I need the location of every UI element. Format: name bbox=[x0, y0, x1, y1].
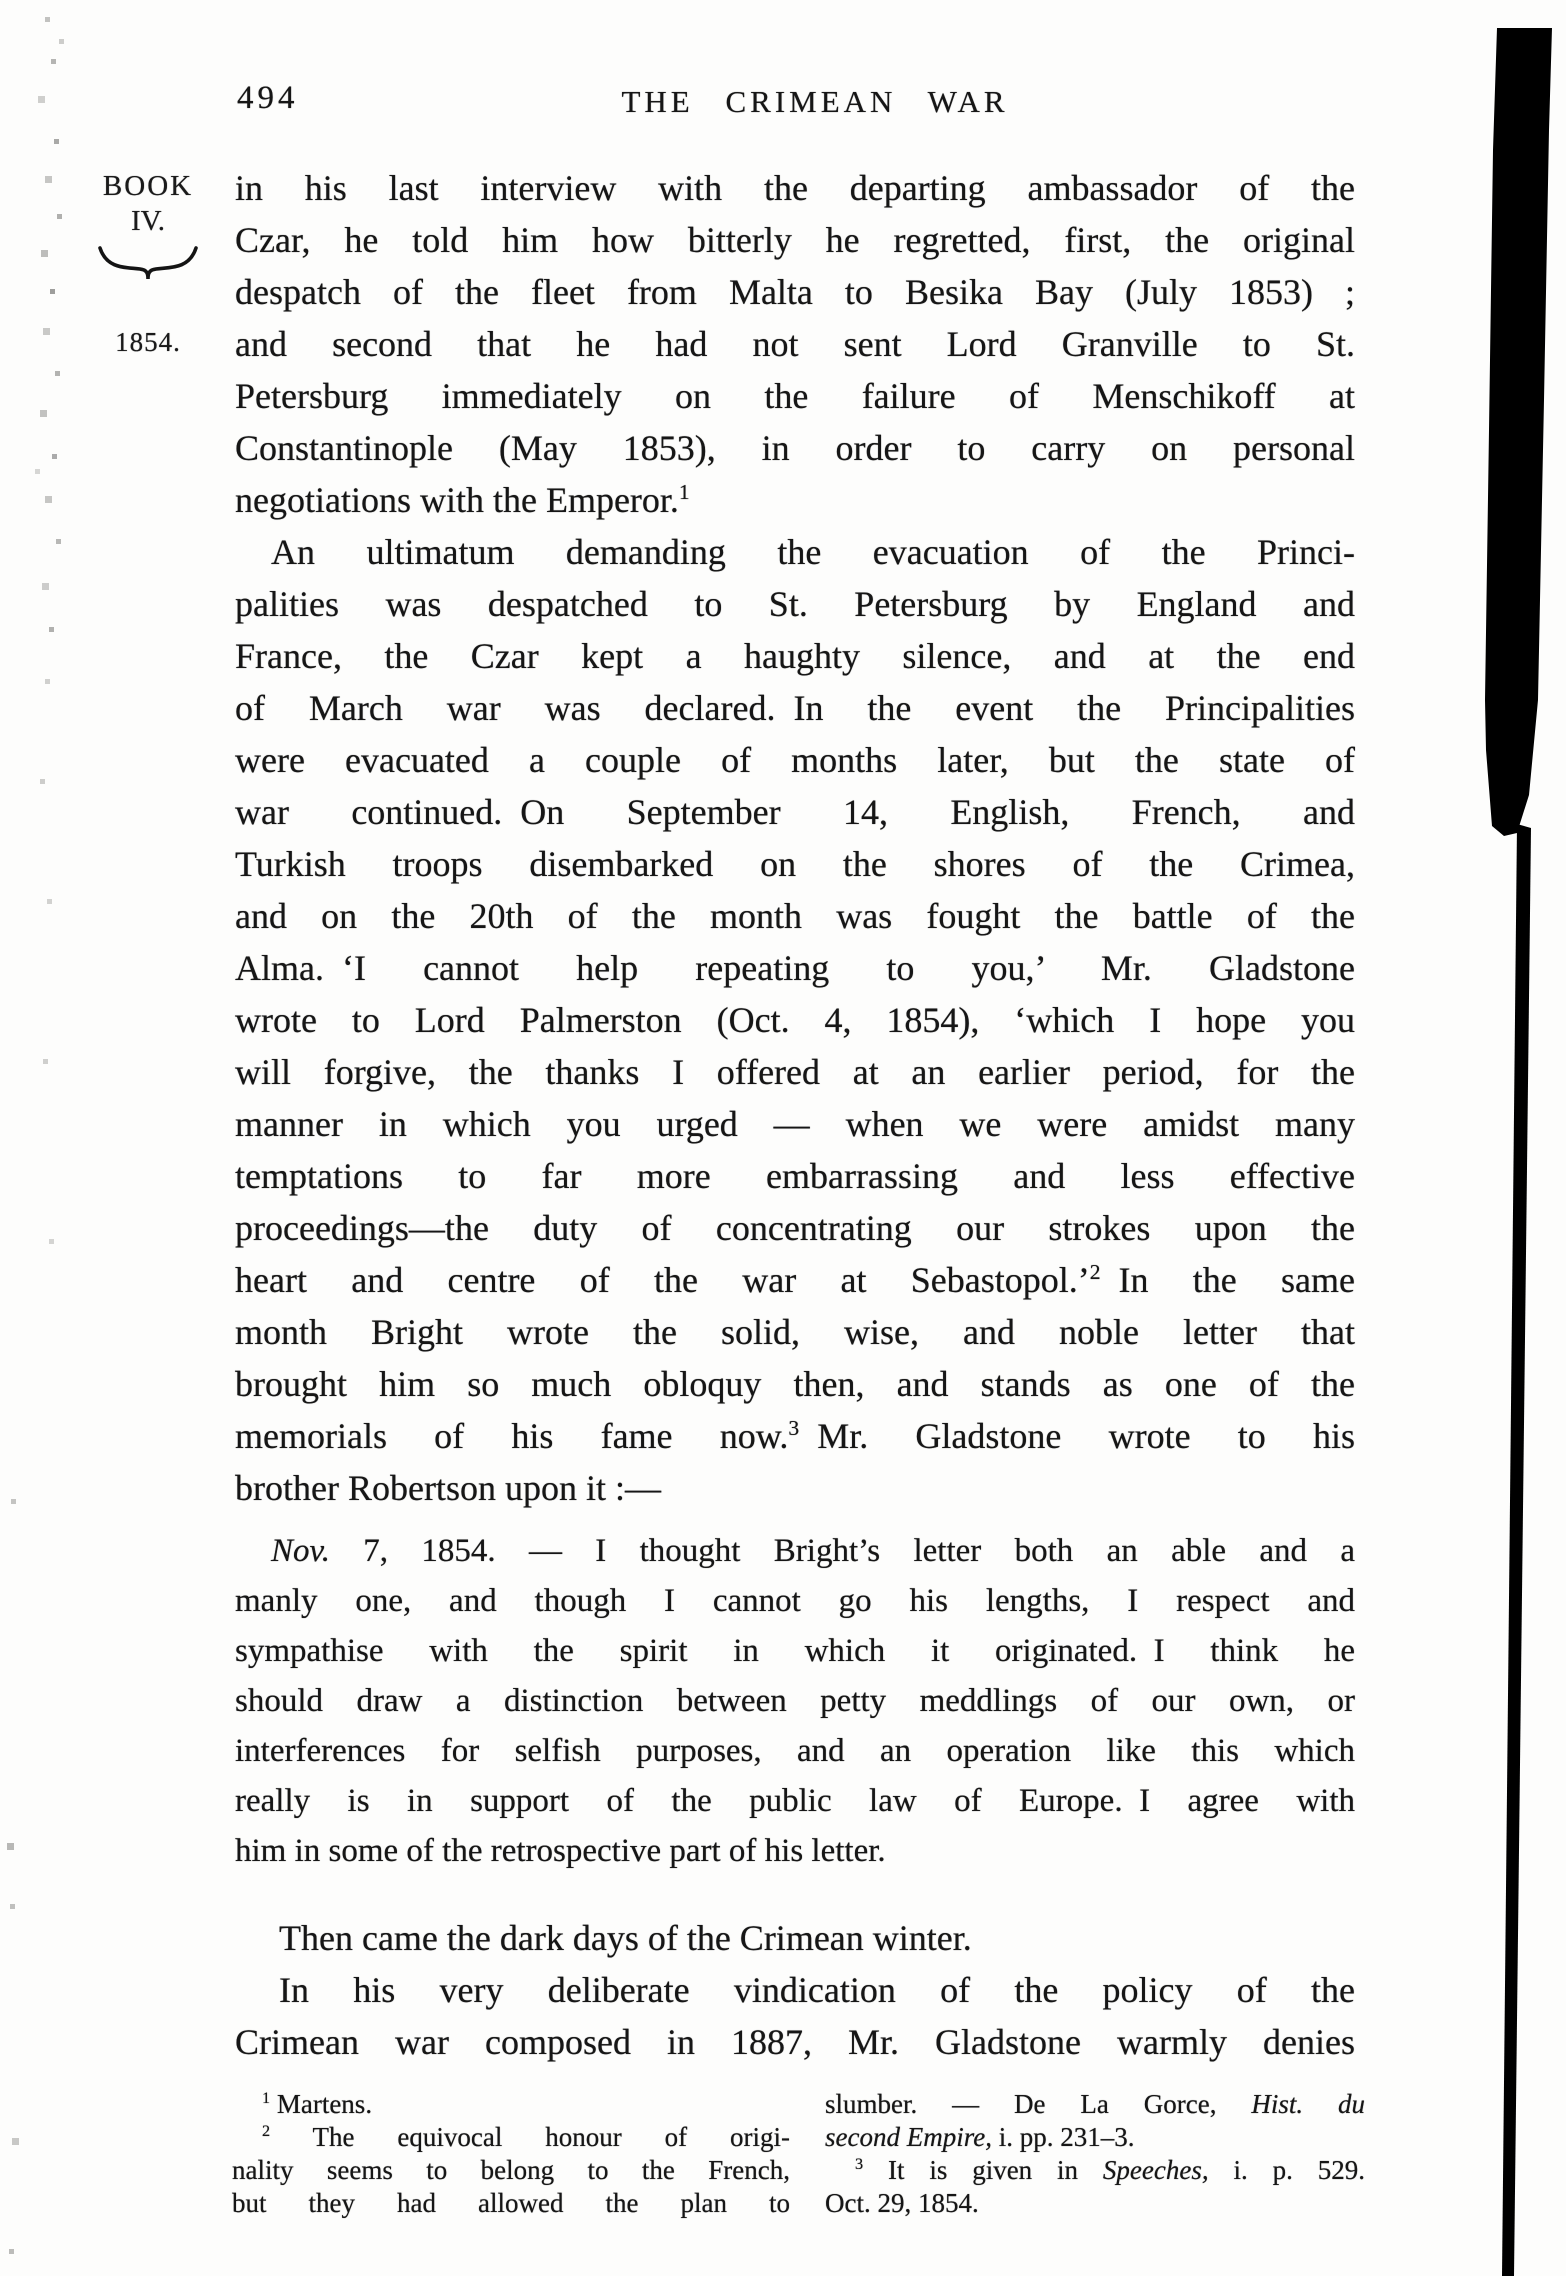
text-segment: Constantinople (May 1853), in order to carry on personal bbox=[235, 428, 1355, 468]
text-segment: 7, 1854. — I thought Bright’s letter both an able and a bbox=[329, 1533, 1355, 1569]
text-line bbox=[235, 1046, 1355, 1098]
footnote-column-right bbox=[825, 2088, 1365, 2220]
margin-note bbox=[92, 170, 204, 358]
text-line bbox=[825, 2154, 1365, 2187]
text-segment: month Bright wrote the solid, wise, and noble letter that bbox=[235, 1312, 1355, 1352]
text-line bbox=[235, 578, 1355, 630]
text-segment: brought him so much obloquy then, and stands as one of the bbox=[235, 1364, 1355, 1404]
margin-book-label: BOOK bbox=[102, 170, 194, 202]
text-segment: of March war was declared. In the event the Principalities bbox=[235, 688, 1355, 728]
letter-extract bbox=[235, 1526, 1355, 1876]
text-segment: will forgive, the thanks I offered at an earlier period, for the bbox=[235, 1052, 1355, 1092]
text-segment: and second that he had not sent Lord Granville to St. bbox=[235, 324, 1355, 364]
text-line bbox=[235, 162, 1355, 214]
text-segment: brother Robertson upon it :— bbox=[235, 1468, 661, 1508]
text-segment: Alma. ‘I cannot help repeating to you,’ Mr. Gladstone bbox=[235, 948, 1355, 988]
text-line bbox=[232, 2088, 790, 2121]
text-line bbox=[235, 1776, 1355, 1826]
text-segment: interferences for selfish purposes, and an operation like this which bbox=[235, 1733, 1355, 1769]
text-line bbox=[232, 2154, 790, 2187]
footnote-marker: 3 bbox=[855, 2155, 864, 2173]
text-line bbox=[235, 1202, 1355, 1254]
text-segment: Oct. 29, 1854. bbox=[825, 2188, 979, 2218]
text-line bbox=[232, 2121, 790, 2154]
text-segment: memorials of his fame now. bbox=[235, 1416, 789, 1456]
text-segment: and on the 20th of the month was fought the battle of the bbox=[235, 896, 1355, 936]
text-line bbox=[235, 838, 1355, 890]
text-line bbox=[235, 1826, 1355, 1876]
text-segment: An ultimatum demanding the evacuation of the Princi- bbox=[271, 532, 1355, 572]
text-segment: Nov. bbox=[271, 1533, 330, 1569]
text-line bbox=[235, 422, 1355, 474]
text-line bbox=[235, 1526, 1355, 1576]
margin-book-numeral: IV. bbox=[130, 205, 166, 237]
text-segment: Martens. bbox=[270, 2089, 373, 2119]
text-segment: wrote to Lord Palmerston (Oct. 4, 1854), ‘which I hope you bbox=[235, 1000, 1355, 1040]
footnote-marker: 2 bbox=[262, 2122, 271, 2140]
text-segment: Hist. du bbox=[1251, 2089, 1365, 2119]
text-segment: Turkish troops disembarked on the shores of the Crimea, bbox=[235, 844, 1355, 884]
text-segment: him in some of the retrospective part of his letter. bbox=[235, 1833, 886, 1869]
text-segment: were evacuated a couple of months later, but the state of bbox=[235, 740, 1355, 780]
margin-year: 1854. bbox=[115, 327, 181, 357]
text-segment: despatch of the fleet from Malta to Besika Bay (July 1853) ; bbox=[235, 272, 1355, 312]
text-segment: Petersburg immediately on the failure of Menschikoff at bbox=[235, 376, 1355, 416]
paragraph-ultimatum bbox=[235, 526, 1355, 1514]
text-line bbox=[235, 2016, 1355, 2068]
footnote-marker: 3 bbox=[788, 1416, 800, 1440]
text-line bbox=[235, 1626, 1355, 1676]
text-line bbox=[235, 214, 1355, 266]
text-line bbox=[235, 266, 1355, 318]
text-segment: sympathise with the spirit in which it originated. I think he bbox=[235, 1633, 1355, 1669]
text-column bbox=[235, 162, 1355, 2068]
paragraph-continuation bbox=[235, 162, 1355, 526]
text-line bbox=[235, 682, 1355, 734]
text-line bbox=[235, 890, 1355, 942]
text-line bbox=[235, 630, 1355, 682]
footnote-marker: 1 bbox=[262, 2089, 271, 2107]
running-title: THE CRIMEAN WAR bbox=[621, 84, 1009, 119]
text-line bbox=[235, 1098, 1355, 1150]
text-segment: negotiations with the Emperor. bbox=[235, 480, 679, 520]
text-line bbox=[232, 2187, 790, 2220]
footnote-marker: 1 bbox=[678, 480, 690, 504]
footnote-column-left bbox=[232, 2088, 790, 2220]
text-segment: manner in which you urged — when we were amidst many bbox=[235, 1104, 1355, 1144]
text-segment: Czar, he told him how bitterly he regretted, first, the original bbox=[235, 220, 1355, 260]
text-segment: heart and centre of the war at Sebastopol.’ bbox=[235, 1260, 1090, 1300]
brace-icon bbox=[96, 243, 200, 283]
text-line bbox=[235, 1410, 1355, 1462]
text-segment: In the same bbox=[1100, 1260, 1355, 1300]
text-segment: really is in support of the public law of Europe. I agree with bbox=[235, 1783, 1355, 1819]
page-number: 494 bbox=[237, 80, 299, 116]
text-line bbox=[235, 370, 1355, 422]
text-line bbox=[235, 786, 1355, 838]
text-segment: Then came the dark days of the Crimean winter. bbox=[279, 1918, 972, 1958]
footnote-marker: 2 bbox=[1089, 1260, 1101, 1284]
text-line bbox=[235, 1576, 1355, 1626]
text-line bbox=[235, 1726, 1355, 1776]
text-segment: war continued. On September 14, English, French, and bbox=[235, 792, 1355, 832]
text-segment: slumber. — De La Gorce, bbox=[825, 2089, 1252, 2119]
text-segment: nality seems to belong to the French, bbox=[232, 2155, 790, 2185]
text-segment: proceedings—the duty of concentrating our strokes upon the bbox=[235, 1208, 1355, 1248]
text-line bbox=[235, 1254, 1355, 1306]
text-line bbox=[235, 318, 1355, 370]
text-segment: In his very deliberate vindication of the policy of the bbox=[279, 1970, 1355, 2010]
text-segment: Mr. Gladstone wrote to his bbox=[799, 1416, 1355, 1456]
text-segment: second Empire, bbox=[825, 2122, 992, 2152]
text-segment: manly one, and though I cannot go his lengths, I respect and bbox=[235, 1583, 1355, 1619]
paragraph-closing bbox=[235, 1912, 1355, 2068]
text-line bbox=[235, 526, 1355, 578]
text-segment: i. p. 529. bbox=[1208, 2155, 1365, 2185]
scan-noise-specks bbox=[0, 0, 3, 3]
text-line bbox=[235, 1964, 1355, 2016]
text-segment: i. pp. 231–3. bbox=[991, 2122, 1135, 2152]
text-segment: should draw a distinction between petty meddlings of our own, or bbox=[235, 1683, 1355, 1719]
text-line bbox=[235, 1462, 1355, 1514]
text-segment: but they had allowed the plan to bbox=[232, 2188, 790, 2218]
text-segment: palities was despatched to St. Petersburg by England and bbox=[235, 584, 1355, 624]
text-segment: Speeches, bbox=[1102, 2155, 1209, 2185]
text-line bbox=[235, 1676, 1355, 1726]
text-line bbox=[825, 2088, 1365, 2121]
text-line bbox=[235, 1150, 1355, 1202]
text-line bbox=[235, 1306, 1355, 1358]
text-segment: The equivocal honour of origi- bbox=[270, 2122, 790, 2152]
text-line bbox=[825, 2121, 1365, 2154]
text-segment: Crimean war composed in 1887, Mr. Gladstone warmly denies bbox=[235, 2022, 1355, 2062]
text-line bbox=[235, 1912, 1355, 1964]
text-segment: in his last interview with the departing ambassador of the bbox=[235, 168, 1355, 208]
text-line bbox=[235, 474, 1355, 526]
text-segment: France, the Czar kept a haughty silence, and at the end bbox=[235, 636, 1355, 676]
text-line bbox=[825, 2187, 1365, 2220]
text-segment: temptations to far more embarrassing and less effective bbox=[235, 1156, 1355, 1196]
text-segment: It is given in bbox=[863, 2155, 1103, 2185]
text-line bbox=[235, 1358, 1355, 1410]
text-line bbox=[235, 994, 1355, 1046]
text-line bbox=[235, 942, 1355, 994]
text-line bbox=[235, 734, 1355, 786]
